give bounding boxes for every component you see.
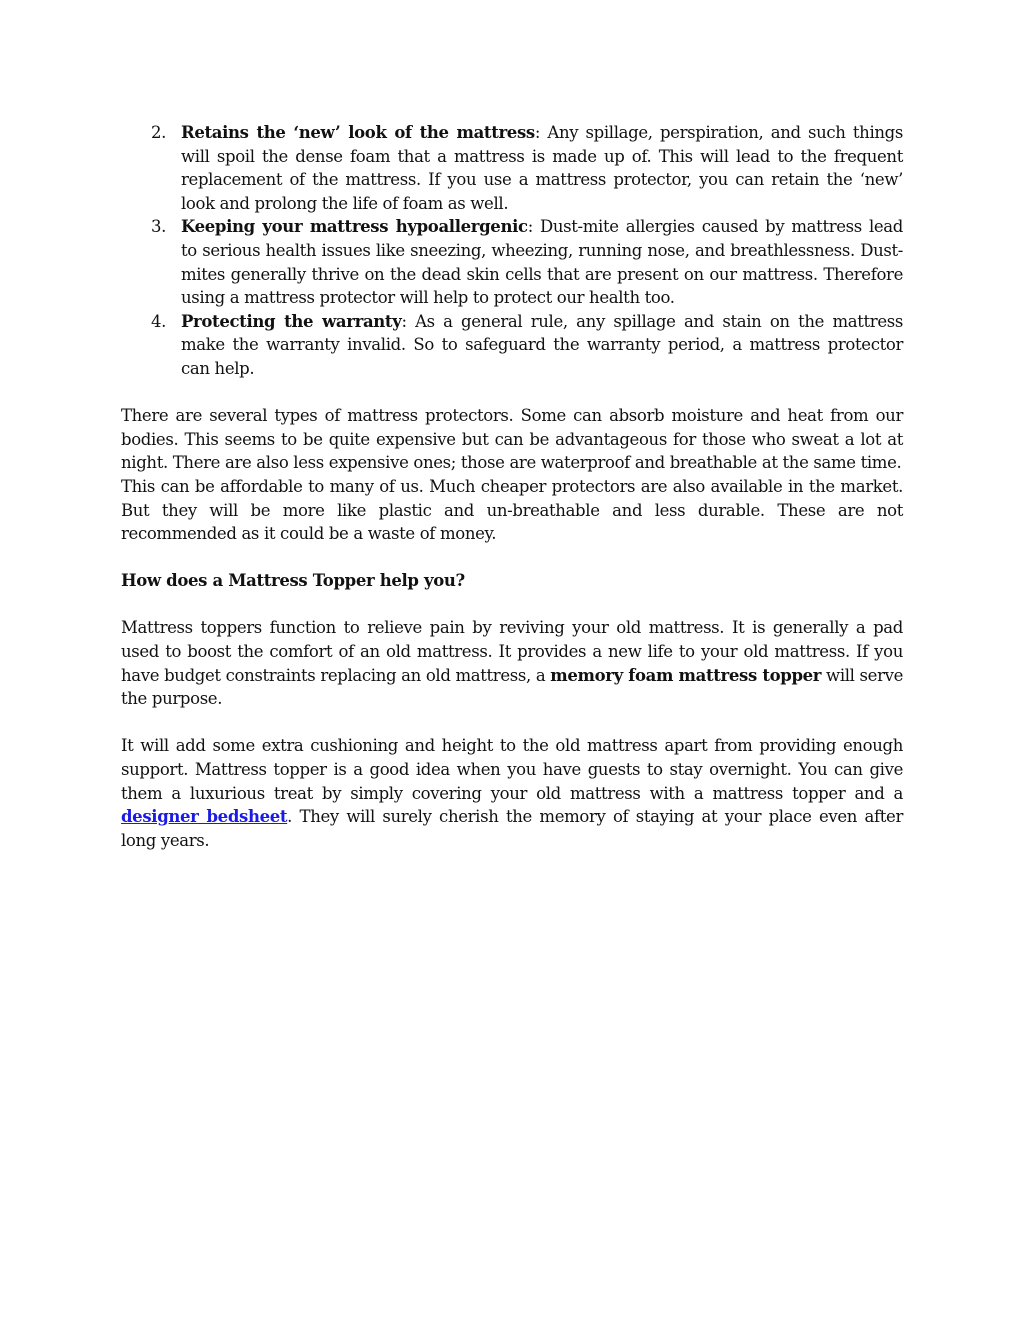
list-item-number: 2. [151,123,167,142]
paragraph-text: . They will surely cherish the memory of staying at your place even after long years. [121,807,903,850]
paragraph-text: It will add some extra cushioning and height to the old mattress apart from providing enough support. Mattress topper is a good idea when you have guests to stay overnight. You can give them a luxurious treat by simply covering your old mattress with a mattress topper and a [121,736,903,803]
list-item-text: : As a general rule, any spillage and stain on the mattress make the warranty invalid. So to safeguard the warranty period, a mattress protector can help. [181,311,903,378]
list-item [151,121,903,215]
list-item-text: : Dust-mite allergies caused by mattress lead to serious health issues like sneezing, wheezing, running nose, and breathlessness. Dust-mites generally thrive on the dead skin cells that are present on our mattress. Therefore using a mattress protector will help to protect our health too. [181,217,903,308]
paragraph-text: Mattress toppers function to relieve pain by reviving your old mattress. It is generally a pad used to boost the comfort of an old mattress. It provides a new life to your old mattress. If you have budget constraints replacing an old mattress, a [121,618,903,685]
paragraph-cushioning [121,734,903,852]
list-item-title: Retains the ‘new’ look of the mattress [181,123,535,142]
list-item-title: Protecting the warranty [181,311,402,331]
list-item-text: : Any spillage, perspiration, and such things will spoil the dense foam that a mattress is made up of. This will lead to the frequent replacement of the mattress. If you use a mattress protector, you can retain the ‘new’ look and prolong the life of foam as well. [181,123,903,213]
list-item-number: 3. [151,217,167,237]
list-item [151,310,903,381]
paragraph-affordable: This can be affordable to many of us. Much cheaper protectors are also available in the market. But they will be more like plastic and un-breathable and less durable. These are not recommended as it could be a waste of money. [121,476,903,544]
document-page [121,121,903,852]
section-heading: How does a Mattress Topper help you? [121,571,465,591]
paragraph-text: will serve the purpose. [121,665,903,709]
paragraph-protector-types: There are several types of mattress protectors. Some can absorb moisture and heat from our bodies. This seems to be quite expensive but can be advantageous for those who sweat a lot at night. There are also less expensive ones; those are waterproof and breathable at the same time. [121,406,903,473]
paragraph-toppers [121,616,903,710]
designer-bedsheet-link[interactable]: designer bedsheet [121,807,288,827]
list-item-title: Keeping your mattress hypoallergenic [181,217,528,237]
list-item [151,215,903,309]
list-item-number: 4. [151,311,167,331]
benefits-list [121,121,903,381]
bold-phrase: memory foam mattress topper [550,665,822,685]
